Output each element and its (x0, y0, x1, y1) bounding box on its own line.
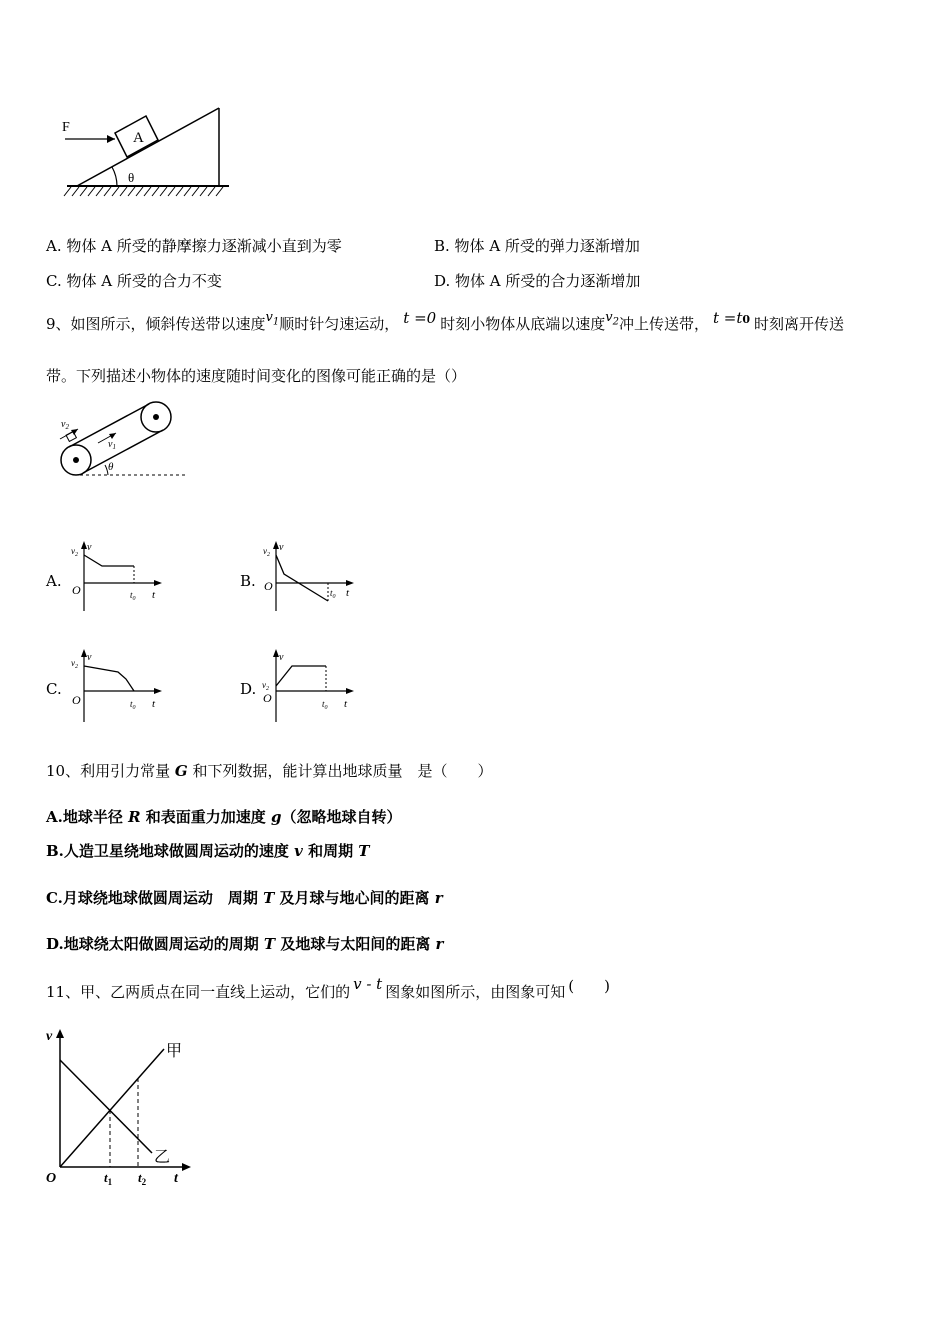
velocity-curve (84, 666, 134, 691)
force-label: F (62, 120, 70, 135)
q10-option-d: D.地球绕太阳做圆周运动的周期 T 及地球与太阳间的距离 r (46, 935, 444, 953)
velocity-curve (84, 555, 134, 566)
origin-label: O (264, 579, 273, 593)
q9-v1: $v_1$ (265, 310, 280, 328)
v-axis-label: v (87, 652, 92, 663)
q8-option-a: A. 物体 A 所受的静摩擦力逐渐减小直到为零 (46, 237, 342, 255)
v1-label: $v_1$ (108, 439, 116, 451)
v1-arrow (98, 433, 116, 443)
origin-label: O (263, 691, 272, 705)
angle-arc (112, 167, 117, 186)
q9-text: 顺时针匀速运动， (279, 315, 400, 333)
q9-text: 时刻离开传送 (754, 315, 845, 333)
angle-label: θ (128, 170, 135, 185)
belt-figure (52, 395, 192, 480)
t-axis-label: t (152, 589, 156, 601)
origin-label: O (72, 693, 81, 707)
velocity-curve (276, 555, 328, 601)
answer-paren: ( ) (568, 977, 610, 995)
graph-d (258, 646, 368, 726)
force-arrow (65, 135, 115, 143)
jia-label: 甲 (166, 1043, 183, 1060)
yi-label: 乙 (154, 1149, 171, 1166)
graph-c (66, 646, 176, 726)
q9-text: 冲上传送带， (618, 315, 709, 333)
block-a (115, 116, 158, 157)
q9-text: 9、如图所示，倾斜传送带以速度 (46, 315, 266, 333)
graph-b-label: B. (240, 572, 256, 590)
graph-c-label: C. (46, 680, 62, 698)
t-axis-label: t (344, 698, 348, 710)
block-label: A (133, 130, 144, 146)
graph-b (258, 538, 368, 616)
v-axis-label: v (46, 1029, 53, 1044)
q10-option-c: C.月球绕地球做圆周运动 周期 T 及月球与地心间的距离 r (46, 889, 443, 907)
v-axis-label: v (279, 652, 284, 663)
v2-label: $v_2$ (61, 419, 69, 431)
q9-text: 时刻小物体从底端以速度 (440, 315, 606, 333)
q9-stem-line1 (46, 309, 845, 341)
ground-hatching (64, 186, 229, 196)
t1-label: $t_1$ (104, 1170, 113, 1187)
t-axis-label: t (152, 698, 156, 710)
q8-option-c: C. 物体 A 所受的合力不变 (46, 272, 222, 290)
t0-tick: $t_0$ (330, 588, 336, 600)
q9-stem-line2: 带。下列描述小物体的速度随时间变化的图像可能正确的是（） (46, 367, 467, 385)
q8-option-b: B. 物体 A 所受的弹力逐渐增加 (434, 237, 640, 255)
theta-label: θ (108, 461, 114, 473)
vt-graph (40, 1020, 200, 1190)
t0-tick: $t_0$ (130, 699, 136, 711)
origin-label: O (72, 583, 81, 597)
graph-a (66, 538, 176, 616)
q9-tt0: t =t0 (712, 309, 751, 327)
q11-stem: 11、甲、乙两质点在同一直线上运动，它们的 v - t 图象如图所示，由图象可知 ( ) (46, 975, 610, 1001)
velocity-curve (276, 666, 326, 686)
t2-label: $t_2$ (138, 1170, 147, 1187)
q8-option-d: D. 物体 A 所受的合力逐渐增加 (434, 272, 641, 290)
q10-option-b: B.人造卫星绕地球做圆周运动的速度 v 和周期 T (46, 842, 370, 860)
vt-label: v - t (353, 975, 383, 993)
pulley-axle (73, 457, 79, 463)
v2-tick: $v_2$ (71, 658, 78, 670)
t0-tick: $t_0$ (130, 590, 136, 602)
t-axis-label: t (346, 587, 350, 599)
v-axis-label: v (87, 542, 92, 553)
q10-option-a: A.地球半径 R 和表面重力加速度 g（忽略地球自转） (46, 808, 402, 826)
v-axis-label: v (279, 542, 284, 553)
q9-v2: $v_2$ (605, 310, 619, 328)
graph-d-label: D. (240, 680, 257, 698)
incline-figure (55, 100, 240, 205)
v2-tick: $v_2$ (262, 680, 269, 692)
belt (61, 402, 171, 475)
t0-tick: $t_0$ (322, 699, 328, 711)
origin-label: O (46, 1171, 57, 1186)
v2-tick: $v_2$ (263, 546, 270, 558)
v2-tick: $v_2$ (71, 546, 78, 558)
t-axis-label: t (174, 1171, 178, 1186)
graph-a-label: A. (46, 572, 62, 590)
q10-stem: 10、利用引力常量 G 和下列数据，能计算出地球质量 是（ ） (46, 762, 493, 780)
q9-t0: t =0 (403, 309, 437, 327)
pulley-axle (153, 414, 159, 420)
